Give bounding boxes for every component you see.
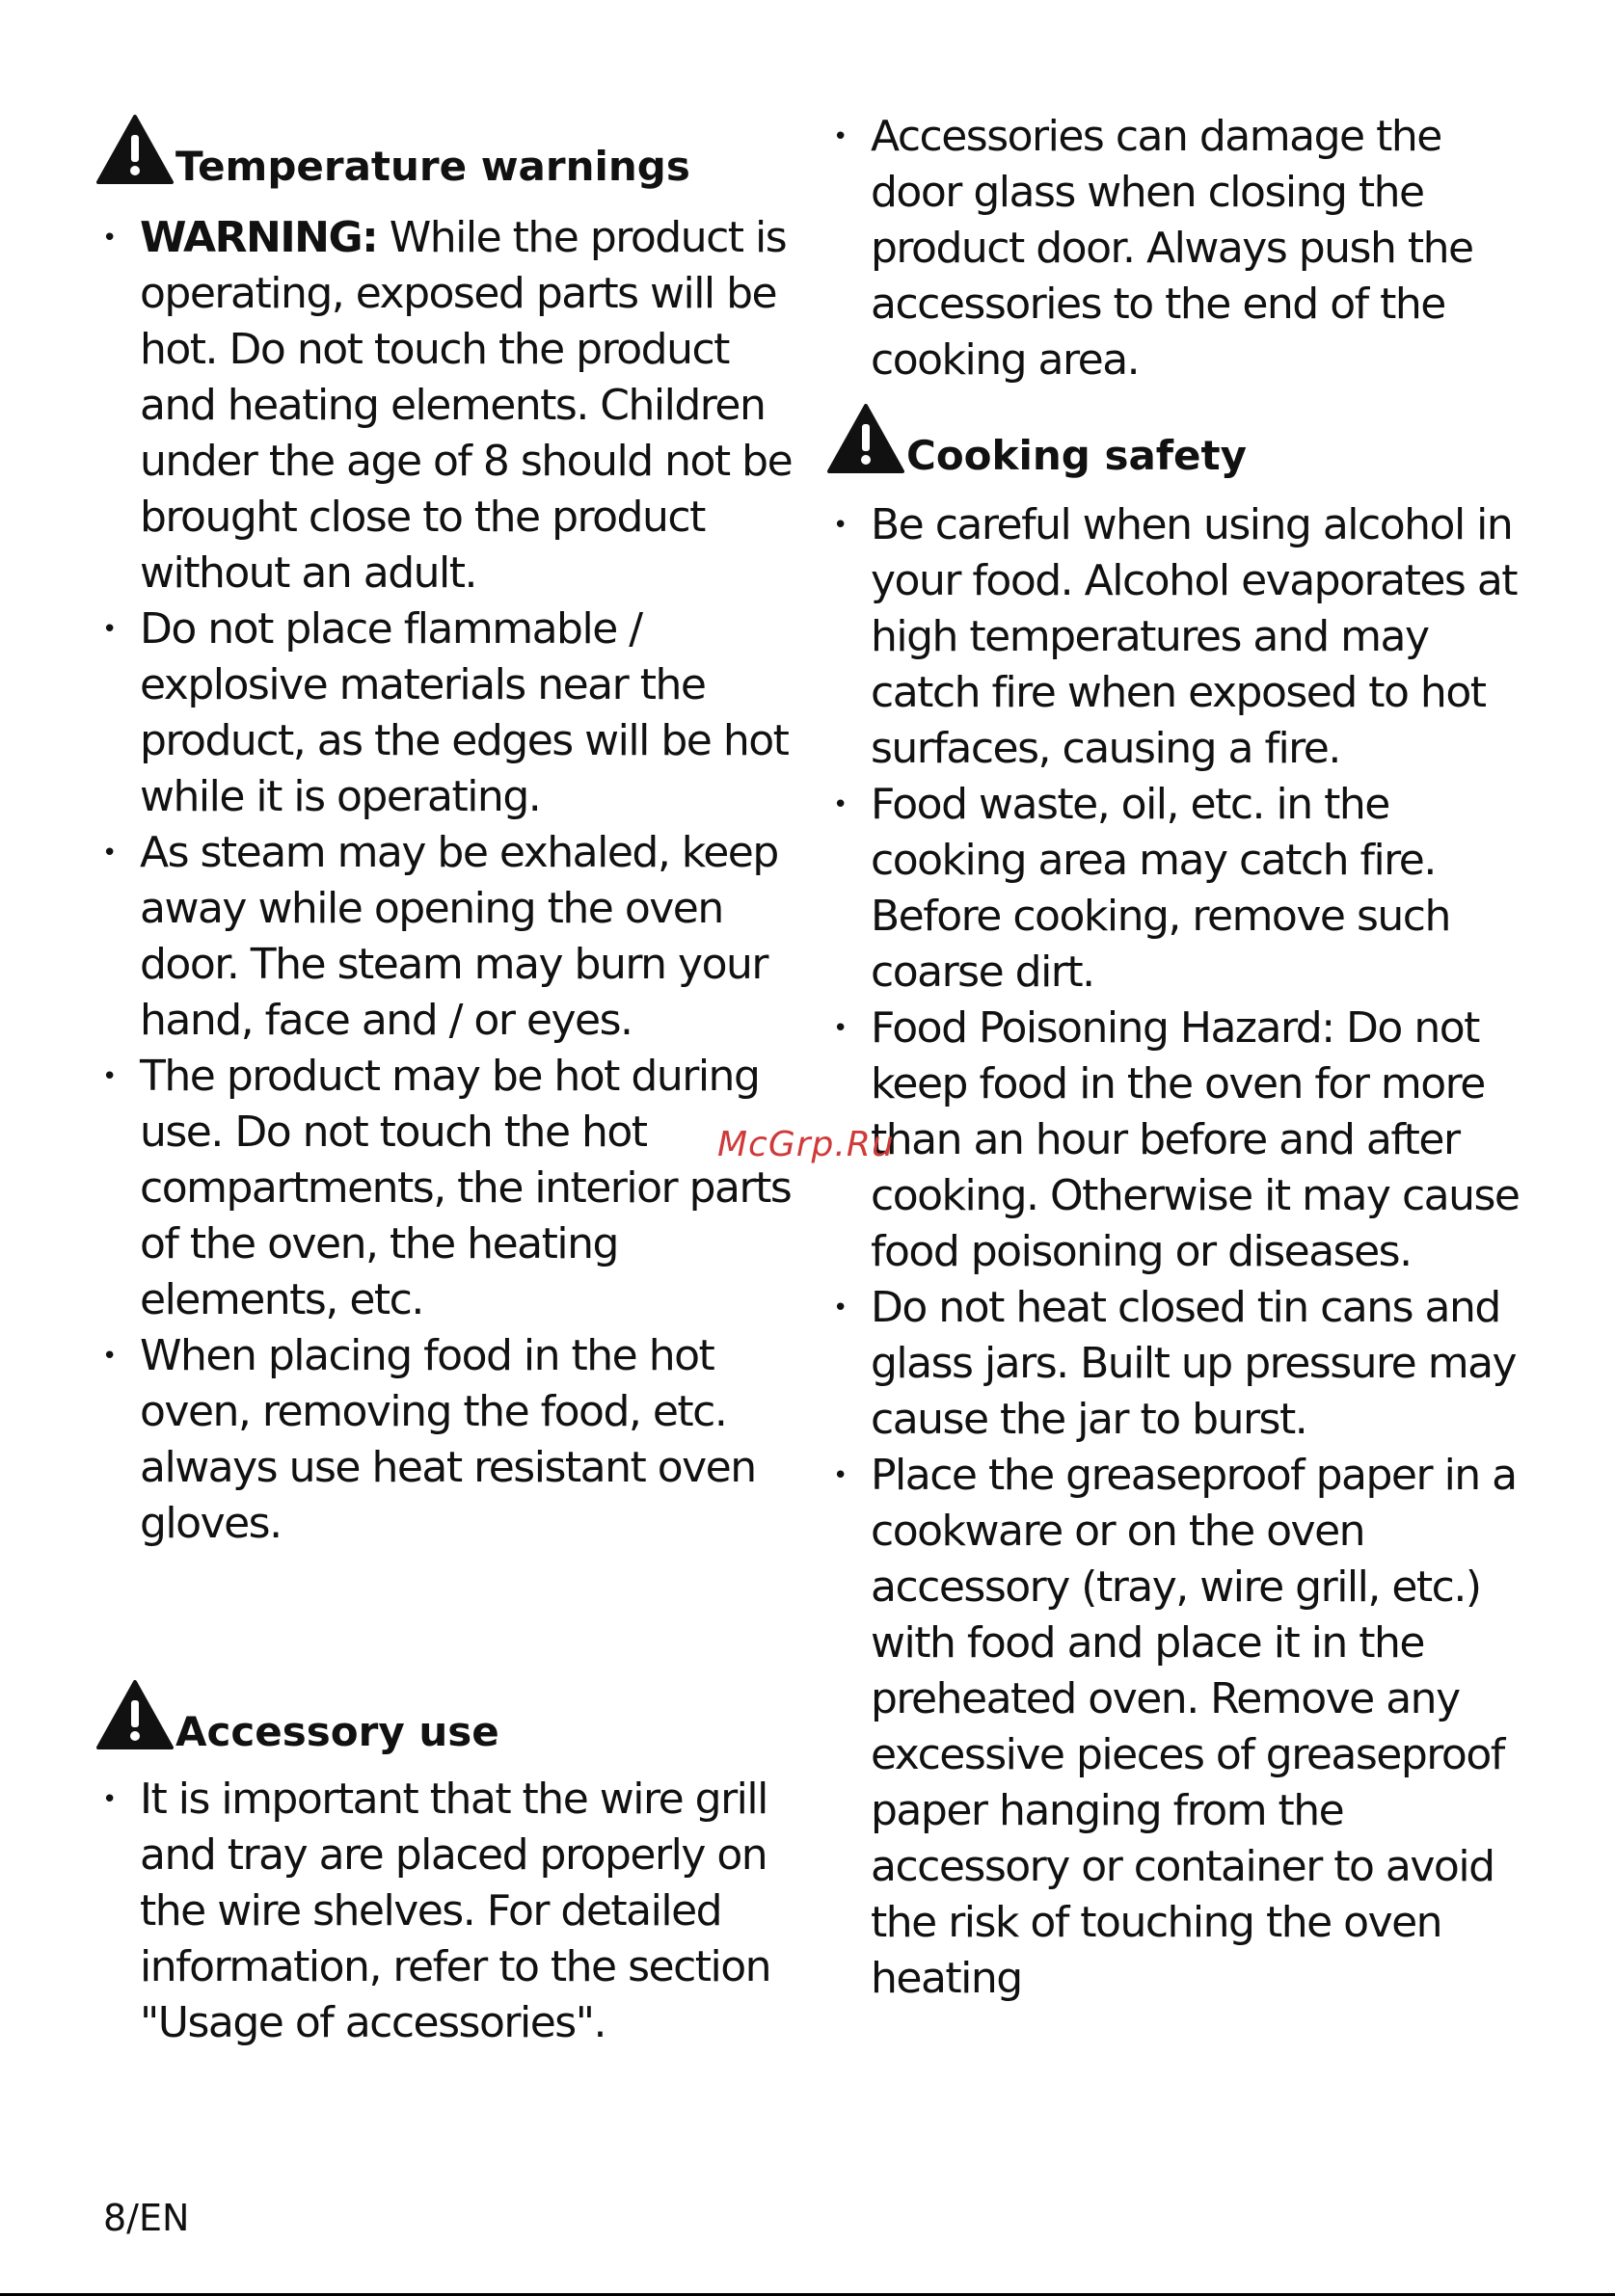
continued-accessory-list [827, 109, 1521, 388]
section-title: Cooking safety [906, 432, 1248, 479]
list-item [96, 1328, 805, 1552]
section-title: Accessory use [175, 1708, 499, 1755]
warning-label: WARNING: [140, 213, 378, 262]
list-item-text: The product may be hot during use. Do not touch the hot compartments, the interior parts of the oven, the heating elements, etc. [140, 1052, 792, 1324]
list-item-text: Food waste, oil, etc. in the cooking area may catch fire. Before cooking, remove such coarse dirt. [871, 780, 1450, 997]
list-item [827, 1001, 1521, 1280]
warning-triangle-icon [827, 403, 904, 474]
list-item-text: Place the greaseproof paper in a cookware or on the oven accessory (tray, wire grill, etc.) with food and place it in the preheated oven. Remove any excessive pieces of greaseproof paper hanging from the accessory or container to avoid the risk of touching the oven heating [871, 1451, 1517, 2003]
list-item [96, 825, 805, 1049]
list-item [96, 1772, 805, 2051]
list-item [96, 601, 805, 825]
list-item [827, 109, 1521, 388]
list-item-text: Be careful when using alcohol in your food. Alcohol evaporates at high temperatures and may catch fire when exposed to hot surfaces, causing a fire. [871, 500, 1518, 773]
list-item [96, 1049, 805, 1328]
watermark: McGrp.Ru [717, 1125, 895, 1164]
warning-triangle-icon [96, 1679, 174, 1750]
list-item-text: Food Poisoning Hazard: Do not keep food in the oven for more than an hour before and after cooking. Otherwise it may cause food poisoning or diseases. [871, 1003, 1520, 1276]
list-item-text: It is important that the wire grill and tray are placed properly on the wire shelves. For detailed information, refer to the section "Usage of accessories". [140, 1775, 771, 2047]
section-heading-temperature-warnings [96, 114, 690, 190]
section-title: Temperature warnings [175, 143, 690, 190]
list-item-text: As steam may be exhaled, keep away while opening the oven door. The steam may burn your hand, face and / or eyes. [140, 828, 778, 1045]
section-heading-cooking-safety [827, 403, 1248, 479]
cooking-safety-list [827, 497, 1521, 2007]
temperature-warnings-list [96, 210, 805, 1552]
list-item-text: Accessories can damage the door glass when closing the product door. Always push the accessories to the end of the cooking area. [871, 112, 1473, 385]
section-heading-accessory-use [96, 1679, 499, 1755]
list-item-text: While the product is operating, exposed parts will be hot. Do not touch the product and heating elements. Children under the age of 8 should not be brought close to the product without an adult. [140, 213, 793, 598]
accessory-use-list [96, 1772, 805, 2051]
list-item [827, 1280, 1521, 1448]
list-item [827, 777, 1521, 1001]
list-item [96, 210, 805, 601]
list-item [827, 497, 1521, 777]
list-item-text: Do not heat closed tin cans and glass jars. Built up pressure may cause the jar to burst. [871, 1283, 1517, 1444]
list-item [827, 1448, 1521, 2007]
page-number: 8/EN [103, 2197, 190, 2239]
list-item-text: Do not place flammable / explosive materials near the product, as the edges will be hot while it is operating. [140, 604, 789, 821]
warning-triangle-icon [96, 114, 174, 185]
list-item-text: When placing food in the hot oven, removing the food, etc. always use heat resistant oven gloves. [140, 1331, 756, 1548]
